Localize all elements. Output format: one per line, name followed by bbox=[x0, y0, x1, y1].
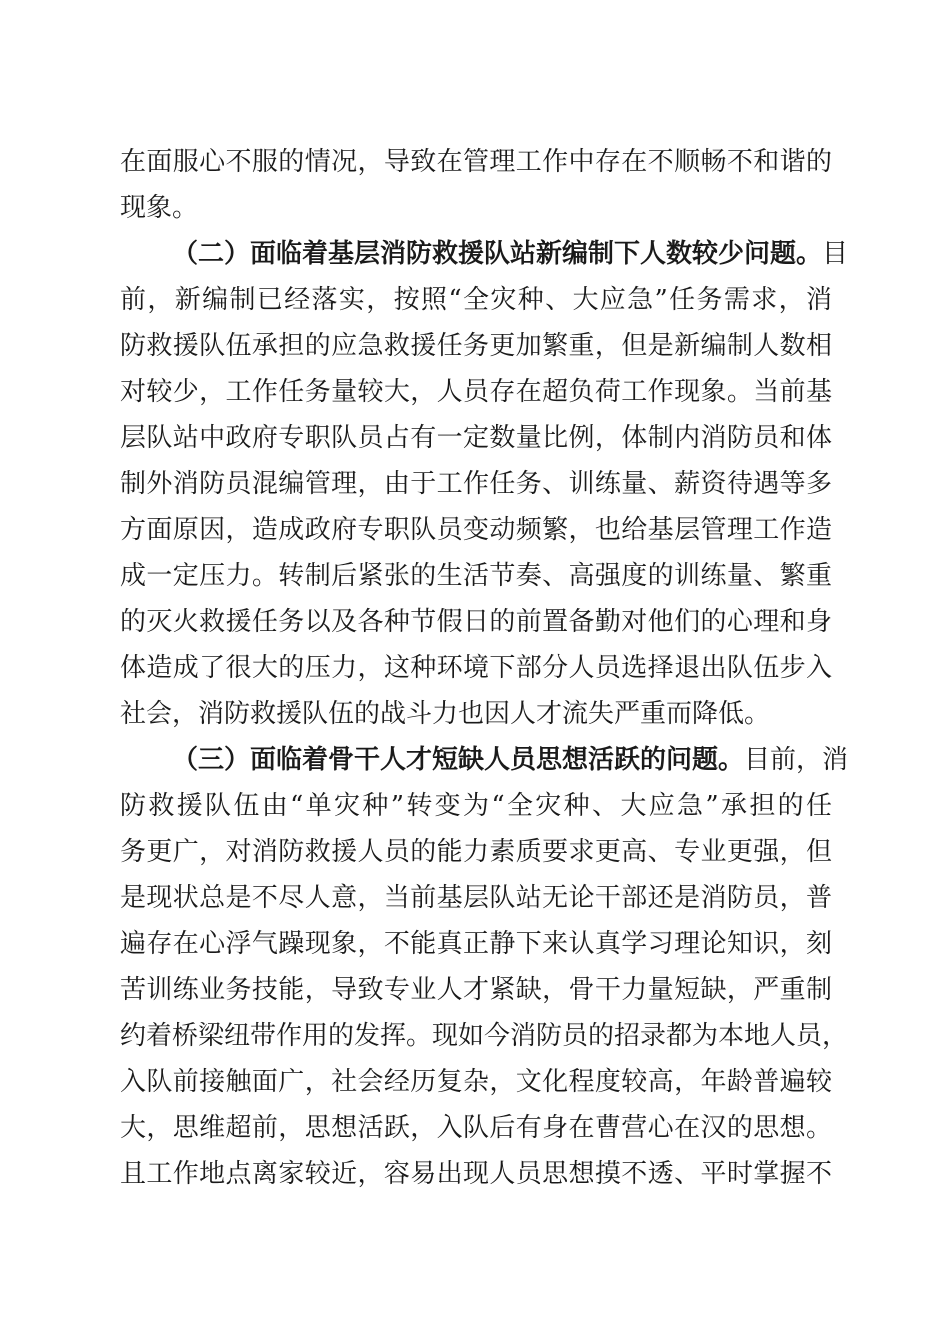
paragraph-2-line: 社会，消防救援队伍的战斗力也因人才流失严重而降低。 bbox=[120, 699, 771, 729]
paragraph-1-line-1: 在面服心不服的情况，导致在管理工作中存在不顺畅不和谐的 bbox=[120, 147, 832, 177]
paragraph-3-heading: （三）面临着骨干人才短缺人员思想活跃的问题。 bbox=[172, 745, 745, 775]
paragraph-2-line: 前，新编制已经落实，按照“全灾种、大应急”任务需求，消 bbox=[120, 285, 832, 315]
paragraph-3-line: 约着桥梁纽带作用的发挥。现如今消防员的招录都为本地人员， bbox=[120, 1021, 849, 1051]
paragraph-2-line: 防救援队伍承担的应急救援任务更加繁重，但是新编制人数相 bbox=[120, 331, 832, 361]
paragraph-3-line: 务更广，对消防救援人员的能力素质要求更高、专业更强，但 bbox=[120, 837, 832, 867]
paragraph-2-line: 成一定压力。转制后紧张的生活节奏、高强度的训练量、繁重 bbox=[120, 561, 832, 591]
paragraph-2-line: 制外消防员混编管理，由于工作任务、训练量、薪资待遇等多 bbox=[120, 469, 832, 499]
paragraph-2-heading: （二）面临着基层消防救援队站新编制下人数较少问题。 bbox=[172, 239, 823, 269]
paragraph-2-first-line-rest: 目 bbox=[822, 239, 849, 269]
paragraph-3-line: 且工作地点离家较近，容易出现人员思想摸不透、平时掌握不 bbox=[120, 1159, 832, 1189]
paragraph-2-line: 体造成了很大的压力，这种环境下部分人员选择退出队伍步入 bbox=[120, 653, 832, 683]
paragraph-2-line: 方面原因，造成政府专职队员变动频繁，也给基层管理工作造 bbox=[120, 515, 832, 545]
paragraph-3-line: 防救援队伍由“单灾种”转变为“全灾种、大应急”承担的任 bbox=[120, 791, 832, 821]
paragraph-2-line: 的灭火救援任务以及各种节假日的前置备勤对他们的心理和身 bbox=[120, 607, 832, 637]
paragraph-2-line: 层队站中政府专职队员占有一定数量比例，体制内消防员和体 bbox=[120, 423, 832, 453]
paragraph-3-line: 苦训练业务技能，导致专业人才紧缺，骨干力量短缺，严重制 bbox=[120, 975, 832, 1005]
paragraph-2-line: 对较少，工作任务量较大，人员存在超负荷工作现象。当前基 bbox=[120, 377, 832, 407]
paragraph-3-line: 遍存在心浮气躁现象，不能真正静下来认真学习理论知识，刻 bbox=[120, 929, 832, 959]
paragraph-1-line-2: 现象。 bbox=[120, 193, 199, 223]
paragraph-3-first-line-rest: 目前，消 bbox=[744, 745, 849, 775]
paragraph-3-line: 入队前接触面广，社会经历复杂，文化程度较高，年龄普遍较 bbox=[120, 1067, 832, 1097]
paragraph-3-line: 是现状总是不尽人意，当前基层队站无论干部还是消防员，普 bbox=[120, 883, 832, 913]
paragraph-3-line: 大，思维超前，思想活跃，入队后有身在曹营心在汉的思想。 bbox=[120, 1113, 832, 1143]
paragraph-3-first-line bbox=[172, 740, 849, 780]
paragraph-2-first-line bbox=[172, 234, 849, 274]
